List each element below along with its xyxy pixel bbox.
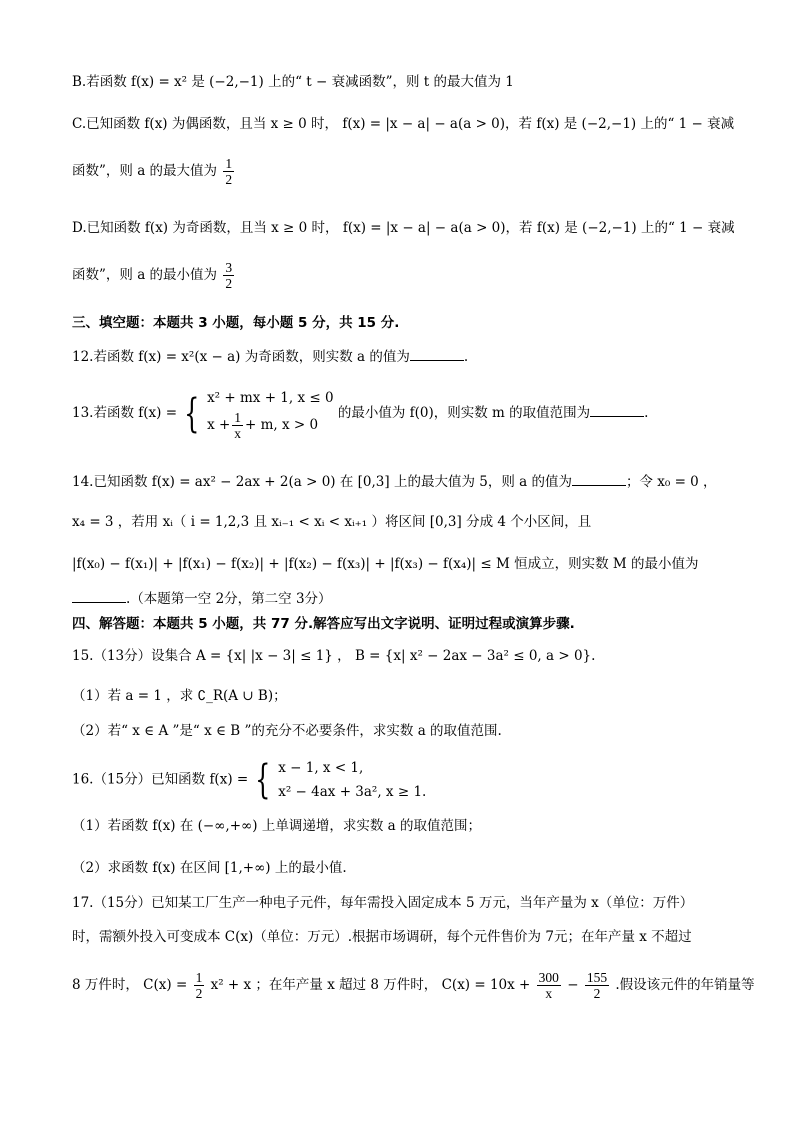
brace-icon: { (184, 390, 200, 437)
question-15-part2: （2）若“ x ∈ A ”是“ x ∈ B ”的充分不必要条件，求实数 a 的取值范围. (72, 723, 502, 739)
question-16: 16.（15分）已知函数 f(x) = { x − 1, x < 1, x² − 4ax + 3a², x ≥ 1. (72, 757, 427, 803)
question-15-part1: （1）若 a = 1 ，求 ∁_R(A ∪ B)； (72, 688, 287, 704)
question-12: 12.若函数 f(x) = x²(x − a) 为奇函数，则实数 a 的值为 . (72, 346, 468, 367)
answer-blank (72, 588, 126, 603)
question-17-line2: 时，需额外投入可变成本 C(x)（单位：万元）.根据市场调研，每个元件售价为 7元；在年产量 x 不超过 (72, 929, 692, 945)
option-d-line2: 函数”，则 a 的最小值为 $\frac{3}{2}$ (72, 260, 233, 291)
piecewise-cases: x − 1, x < 1, x² − 4ax + 3a², x ≥ 1. (278, 760, 427, 800)
piecewise-cases: x² + mx + 1, x ≤ 0 x + $\frac{1}{x}$ + m, x > 0 (207, 390, 334, 441)
question-14-line1: 14.已知函数 f(x) = ax² − 2ax + 2(a > 0) 在 [0,3] 上的最大值为 5，则 a 的值为 ；令 x₀ = 0 ， (72, 471, 717, 492)
fraction: $\frac{3}{2}$ (225, 260, 233, 291)
fraction: $\frac{1}{2}$ (225, 156, 233, 187)
fraction: $\frac{1}{x}$ (234, 410, 242, 441)
option-d-line1: D.已知函数 f(x) 为奇函数，且当 x ≥ 0 时， f(x) = |x − a| − a(a > 0)，若 f(x) 是 (−2,−1) 上的“ 1 − 衰减 (72, 220, 735, 236)
fraction: $\frac{155}{2}$ (586, 970, 608, 1001)
answer-blank (572, 471, 626, 486)
question-14-line3: |f(x₀) − f(x₁)| + |f(x₁) − f(x₂)| + |f(x₂) − f(x₃)| + |f(x₃) − f(x₄)| ≤ M 恒成立，则实数 M 的最小值为 (72, 556, 699, 572)
question-15: 15.（13分）设集合 A = {x| |x − 3| ≤ 1} ， B = {x| x² − 2ax − 3a² ≤ 0, a > 0}. (72, 648, 596, 664)
answer-blank (410, 346, 464, 361)
question-17-line1: 17.（15分）已知某工厂生产一种电子元件，每年需投入固定成本 5 万元，当年产量为 x（单位：万件） (72, 895, 694, 911)
answer-blank (590, 402, 644, 417)
question-14-line2: x₄ = 3 ，若用 xᵢ（ i = 1,2,3 且 xᵢ₋₁ < xᵢ < xᵢ₊₁ ）将区间 [0,3] 分成 4 个小区间，且 (72, 514, 592, 530)
section-heading-solutions: 四、解答题：本题共 5 小题，共 77 分.解答应写出文字说明、证明过程或演算步骤. (72, 616, 575, 632)
option-c-line2: 函数”，则 a 的最大值为 $\frac{1}{2}$ (72, 156, 233, 187)
brace-icon: { (255, 757, 271, 803)
option-c-line1: C.已知函数 f(x) 为偶函数，且当 x ≥ 0 时， f(x) = |x − a| − a(a > 0)，若 f(x) 是 (−2,−1) 上的“ 1 − 衰减 (72, 116, 735, 132)
question-13: 13.若函数 f(x) = { x² + mx + 1, x ≤ 0 x + $\frac{1}{x}$ + m, x > 0 的最小值为 f(0)，则实数 m 的取值范围为 . (72, 386, 648, 441)
section-heading-fill-in: 三、填空题：本题共 3 小题，每小题 5 分，共 15 分. (72, 315, 400, 331)
question-16-part2: （2）求函数 f(x) 在区间 [1,+∞) 上的最小值. (72, 860, 347, 876)
fraction: $\frac{300}{x}$ (538, 970, 559, 1001)
option-b: B.若函数 f(x) = x² 是 (−2,−1) 上的“ t − 衰减函数”，则 t 的最大值为 1 (72, 74, 514, 90)
question-14-line4: .（本题第一空 2分，第二空 3分） (72, 588, 332, 609)
question-16-part1: （1）若函数 f(x) 在 (−∞,+∞) 上单调递增，求实数 a 的取值范围； (72, 818, 481, 834)
fraction: $\frac{1}{2}$ (195, 970, 203, 1001)
question-17-line3: 8 万件时， C(x) = $\frac{1}{2}$ x² + x ；在年产量 x 超过 8 万件时， C(x) = 10x + $\frac{300}{x}$ − $\frac{155}{2}$ .假设该元件的年销量等 (72, 970, 755, 1001)
